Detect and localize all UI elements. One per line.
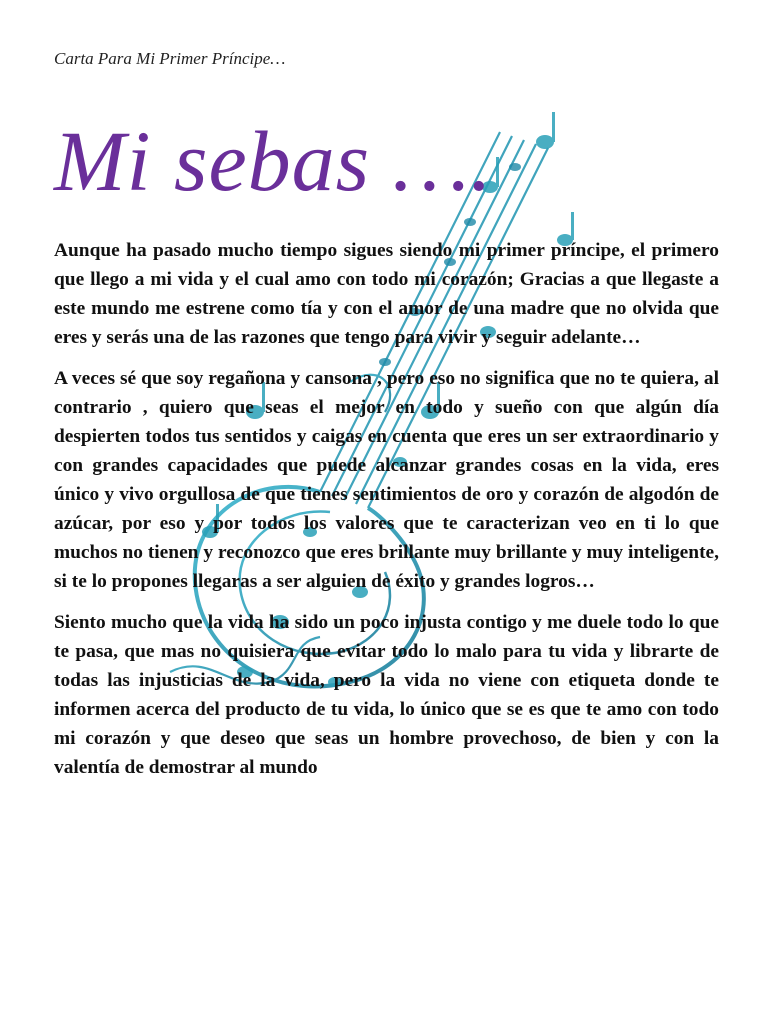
- paragraph-1: Aunque ha pasado mucho tiempo sigues siendo mi primer príncipe, el primero que llego a mi vida y el cual amo con todo mi corazón; Gracias a que llegaste a este mundo me estrene como tía y con el amor de una madre que no olvida que eres y serás una de las razones que tengo para vivir y seguir adelante…: [54, 240, 719, 348]
- page-title: Mi sebas ….: [54, 113, 493, 209]
- paragraph-3: Siento mucho que la vida ha sido un poco injusta contigo y me duele todo lo que te pasa, que mas no quisiera que evitar todo lo malo para tu vida y librarte de todas las injusticias de la vida, pero la vida no viene con etiqueta donde te informen acerca del producto de tu vida, lo único que se es que te amo con todo mi corazón y que deseo que seas un hombre provechoso, de bien y con la valentía de demostrar al mundo: [54, 612, 719, 778]
- letter-header: Carta Para Mi Primer Príncipe…: [54, 49, 286, 68]
- letter-body: [54, 236, 719, 794]
- paragraph-2: A veces sé que soy regañona y cansona , pero eso no significa que no te quiera, al contrario , quiero que seas el mejor en todo y sueño con que algún día despierten todos tus sentidos y caigas en cuenta que eres un ser extraordinario y con grandes capacidades que puede alcanzar grandes cosas en la vida, eres único y vivo orgullosa de que tienes sentimientos de oro y corazón de algodón de azúcar, por eso y por todos los valores que te caracterizan veo en ti lo que muchos no tienen y reconozco que eres brillante muy brillante y muy inteligente, si te lo propones llegaras a ser alguien de éxito y grandes logros…: [54, 368, 719, 592]
